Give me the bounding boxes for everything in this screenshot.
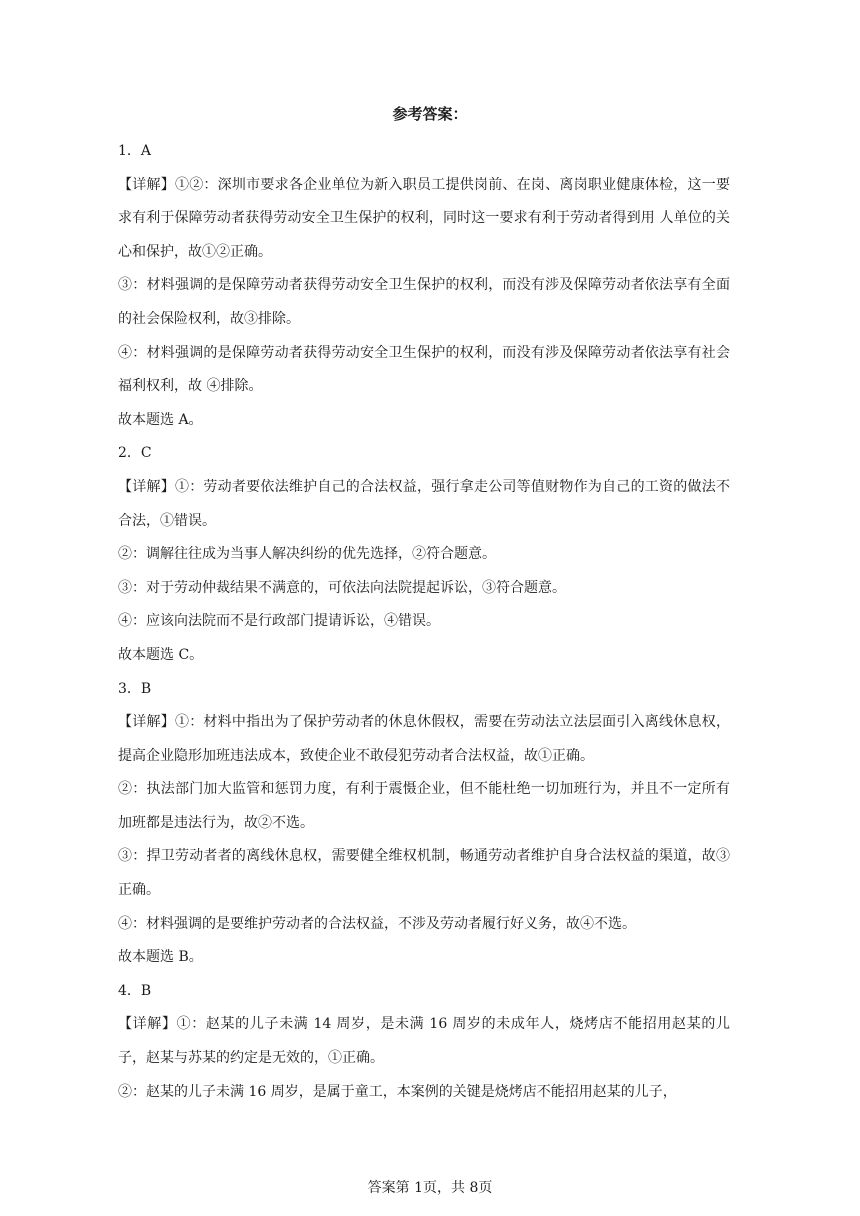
explanation-paragraph: ②：赵某的儿子未满 16 周岁，是属于童工，本案例的关键是烧烤店不能招用赵某的儿子， bbox=[118, 1083, 677, 1100]
explanation-paragraph: ④：材料强调的是保障劳动者获得劳动安全卫生保护的权利，而没有涉及保障劳动者依法享有社会福利权利，故 ④排除。 bbox=[118, 344, 730, 395]
explanation-paragraph: 【详解】①②：深圳市要求各企业单位为新入职员工提供岗前、在岗、离岗职业健康体检，这一要求有利于保障劳动者获得劳动安全卫生保护的权利，同时这一要求有利于劳动者得到用 人单位的关心和保护，故①②正确。 bbox=[118, 176, 730, 260]
conclusion-line: 故本题选 A。 bbox=[118, 411, 203, 428]
question-number: 4．B bbox=[118, 982, 152, 999]
explanation-paragraph: ②：调解往往成为当事人解决纠纷的优先选择，②符合题意。 bbox=[118, 546, 496, 563]
page-title: 参考答案： bbox=[392, 105, 468, 123]
conclusion-line: 故本题选 C。 bbox=[118, 646, 204, 663]
explanation-paragraph: 【详解】①：劳动者要依法维护自己的合法权益，强行拿走公司等值财物作为自己的工资的做法不合法，①错误。 bbox=[118, 478, 730, 529]
explanation-paragraph: ③：对于劳动仲裁结果不满意的，可依法向法院提起诉讼，③符合题意。 bbox=[118, 579, 566, 596]
answer-content bbox=[118, 135, 730, 1109]
conclusion-line: 故本题选 B。 bbox=[118, 949, 203, 966]
question-4 bbox=[118, 975, 730, 1109]
explanation-paragraph: ④：应该向法院而不是行政部门提请诉讼，④错误。 bbox=[118, 613, 440, 630]
explanation-paragraph: ②：执法部门加大监管和惩罚力度，有利于震慑企业，但不能杜绝一切加班行为，并且不一定所有加班都是违法行为，故②不选。 bbox=[118, 781, 730, 831]
explanation-paragraph: ④：材料强调的是要维护劳动者的合法权益，不涉及劳动者履行好义务，故④不选。 bbox=[118, 915, 636, 932]
explanation-paragraph: 【详解】①：材料中指出为了保护劳动者的休息休假权，需要在劳动法立法层面引入离线休息权，提高企业隐形加班违法成本，致使企业不敢侵犯劳动者合法权益，故①正确。 bbox=[118, 714, 730, 764]
explanation-paragraph: ③：捍卫劳动者者的离线休息权，需要健全维权机制，畅通劳动者维护自身合法权益的渠道，故③正确。 bbox=[118, 848, 730, 899]
question-number: 2．C bbox=[118, 445, 152, 462]
question-1 bbox=[118, 135, 730, 437]
question-2 bbox=[118, 437, 730, 672]
explanation-paragraph: ③：材料强调的是保障劳动者获得劳动安全卫生保护的权利，而没有涉及保障劳动者依法享有全面的社会保险权利，故③排除。 bbox=[118, 277, 730, 327]
question-3 bbox=[118, 673, 730, 975]
question-number: 3．B bbox=[118, 680, 152, 697]
page-footer: 答案第 1页，共 8页 bbox=[367, 1180, 493, 1196]
explanation-paragraph: 【详解】①：赵某的儿子未满 14 周岁，是未满 16 周岁的未成年人，烧烤店不能招用赵某的儿子，赵某与苏某的约定是无效的，①正确。 bbox=[118, 1016, 730, 1067]
question-number: 1．A bbox=[118, 143, 152, 159]
